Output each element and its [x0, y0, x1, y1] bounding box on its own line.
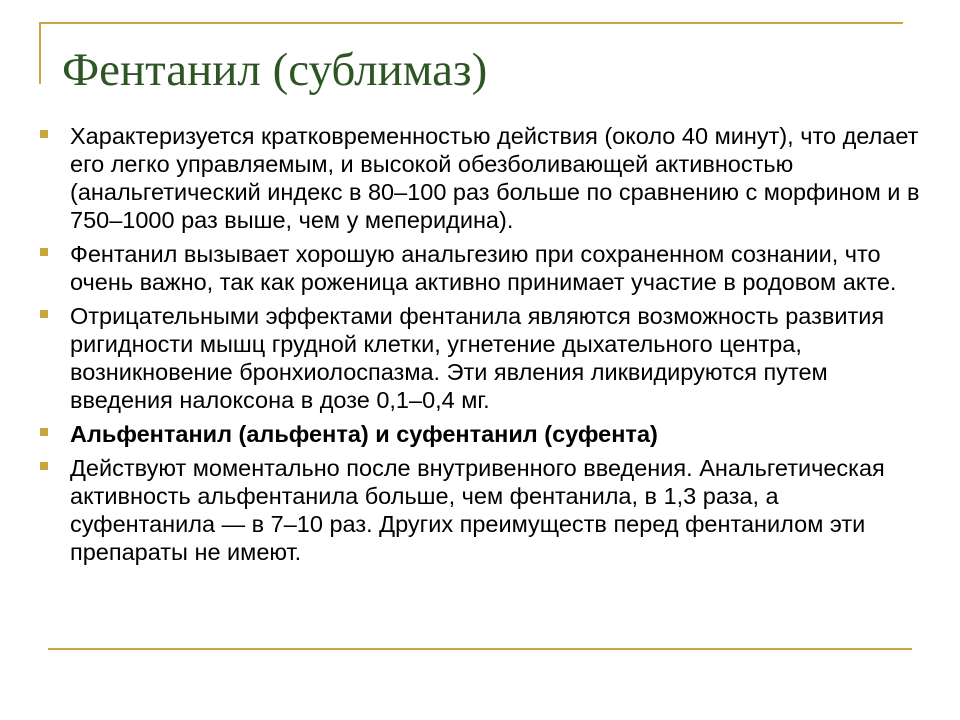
bullet-text: Характеризуется кратковременностью действия (около 40 минут), что делает его легко управляемым, и высокой обезболивающей активностью (анальгетический индекс в 80–100 раз больше по сравнению с морфином и в 750–1000 раз выше, чем у меперидина).	[70, 123, 920, 233]
square-bullet-icon	[40, 310, 48, 318]
bullet-item-4	[40, 420, 920, 448]
frame-top-line	[39, 22, 903, 24]
square-bullet-icon	[40, 130, 48, 138]
bullet-text: Фентанил вызывает хорошую анальгезию при сохраненном сознании, что очень важно, так как роженица активно принимает участие в родовом акте.	[70, 241, 897, 295]
bullet-list	[40, 122, 920, 572]
bullet-text: Альфентанил (альфента) и суфентанил (суфента)	[70, 421, 658, 447]
frame-left-line	[39, 22, 41, 84]
bullet-item-3	[40, 302, 920, 414]
bullet-item-2	[40, 240, 920, 296]
square-bullet-icon	[40, 248, 48, 256]
bullet-text: Действуют моментально после внутривенного введения. Анальгетическая активность альфентанила больше, чем фентанила, в 1,3 раза, а суфентанила — в 7–10 раз. Других преимуществ перед фентанилом эти препараты не имеют.	[70, 455, 885, 565]
slide-title: Фентанил (сублимаз)	[62, 44, 488, 96]
bullet-text: Отрицательными эффектами фентанила являются возможность развития ригидности мышц грудной клетки, угнетение дыхательного центра, возникновение бронхиолоспазма. Эти явления ликвидируются путем введения налоксона в дозе 0,1–0,4 мг.	[70, 303, 885, 413]
square-bullet-icon	[40, 462, 48, 470]
bullet-item-1	[40, 122, 920, 234]
frame-bottom-line	[48, 648, 912, 650]
square-bullet-icon	[40, 428, 48, 436]
bullet-item-5	[40, 454, 920, 566]
